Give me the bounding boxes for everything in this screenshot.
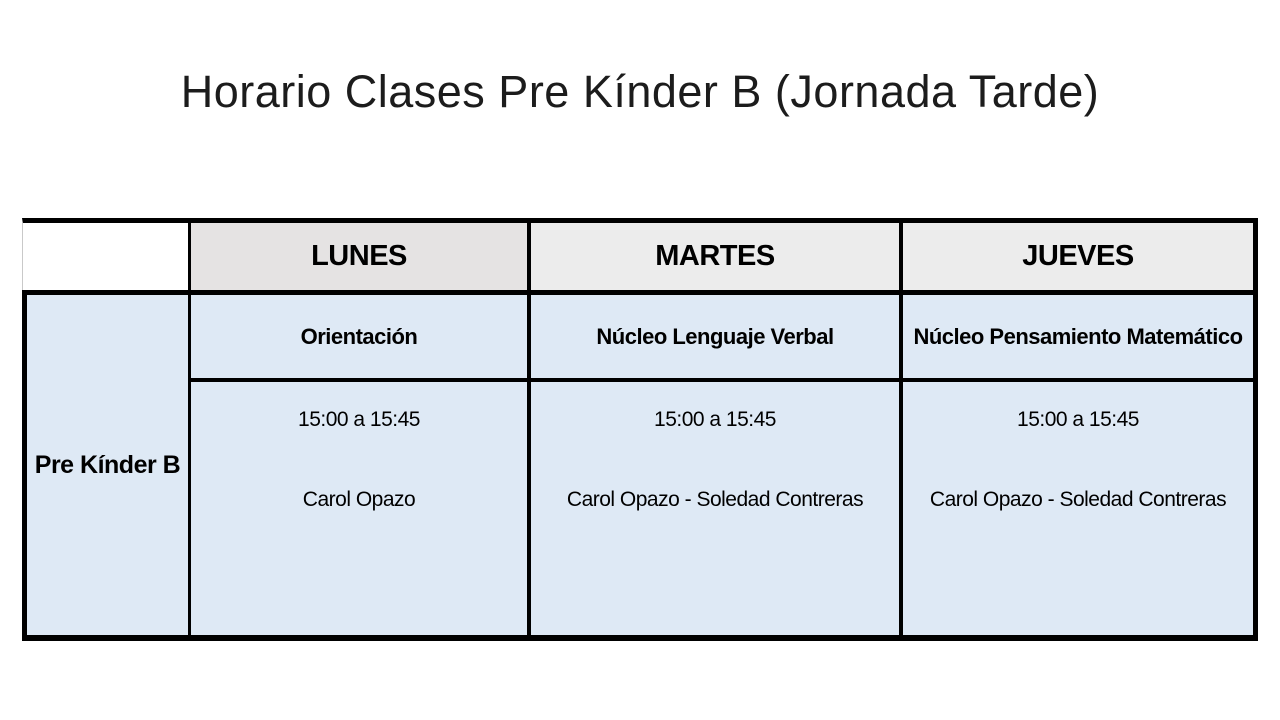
day-header-jueves: JUEVES — [899, 218, 1258, 290]
teacher-lunes: Carol Opazo — [302, 488, 416, 511]
time-martes: 15:00 a 15:45 — [654, 408, 776, 431]
schedule-cell-jueves — [899, 378, 1258, 641]
table-corner-cell — [22, 218, 188, 290]
subject-jueves: Núcleo Pensamiento Matemático — [899, 290, 1258, 378]
teacher-martes: Carol Opazo - Soledad Contreras — [566, 488, 864, 511]
subject-lunes: Orientación — [188, 290, 527, 378]
row-label-pre-kinder-b: Pre Kínder B — [22, 290, 188, 641]
subject-martes: Núcleo Lenguaje Verbal — [527, 290, 899, 378]
schedule-cell-lunes — [188, 378, 527, 641]
time-jueves: 15:00 a 15:45 — [1017, 408, 1139, 431]
time-lunes: 15:00 a 15:45 — [298, 408, 420, 431]
page-title: Horario Clases Pre Kínder B (Jornada Tarde) — [180, 66, 1100, 117]
schedule-cell-martes — [527, 378, 899, 641]
day-header-lunes: LUNES — [188, 218, 527, 290]
schedule-table — [22, 218, 1258, 641]
teacher-jueves: Carol Opazo - Soledad Contreras — [929, 488, 1227, 511]
day-header-martes: MARTES — [527, 218, 899, 290]
